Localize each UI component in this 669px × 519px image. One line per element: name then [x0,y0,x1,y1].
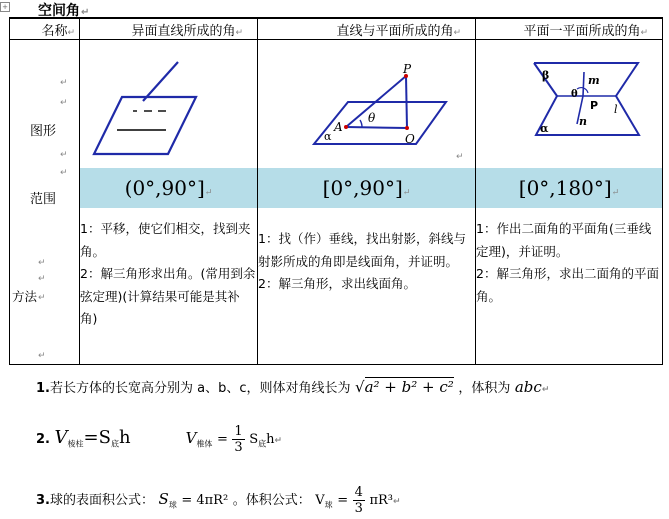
header-plane-plane: 平面一平面所成的角↵ [476,18,663,40]
header-line-plane: 直线与平面所成的角↵ [258,18,476,40]
formula-2: 2. $V_{棱柱}=S_底h$ $V_{椎体}$ = $\frac{1}{3}$ $S_底h↵$ [36,424,283,455]
figure-skew-lines [80,40,258,169]
label-P: P [403,62,412,76]
formula-3: 3.球的表面积公式： $S_球 = 4\pi R^2$ 。体积公式： $V_球$ = $\frac{4}{3}$ πR³↵ [36,485,401,516]
range-plane-plane: [0°,180°]↵ [476,168,663,208]
label-beta: β [542,69,550,82]
method-skew-lines: 1：平移，使它们相交，找到夹角。 2：解三角形求出角。(常用到余弦定理)(计算结果可能是其补角) [80,208,258,365]
method-plane-plane: 1：作出二面角的平面角(三垂线定理)，并证明。 2：解三角形，求出二面角的平面角。 [476,208,663,365]
range-skew-lines: (0°,90°]↵ [80,168,258,208]
table-move-handle-icon[interactable]: + [0,2,10,12]
header-name: 名称↵ [10,18,80,40]
label-theta: θ [368,111,376,125]
label-A: A [334,120,343,134]
range-label-cell: 范围 ↵ [10,168,80,208]
dihedral-figure [476,40,663,168]
range-line-plane: [0°,90°]↵ [258,168,476,208]
space-angle-table [9,17,663,365]
method-line-plane: 1：找（作）垂线，找出射影，斜线与射影所成的角即是线面角，并证明。 2：解三角形，求出线面角。 [258,208,476,365]
label-theta2: θ [571,89,578,100]
label-P2: P [590,99,599,112]
label-alpha: α [324,130,332,143]
arrow-mark-icon: ↵ [81,7,90,18]
label-n: n [579,115,587,128]
figure-label-cell: ↵ ↵ 图形 ↵ [10,40,80,169]
range-row [10,168,663,208]
header-row [10,18,663,40]
figure-line-plane: P A O θ α ↵ [258,40,476,169]
method-label-cell: ↵ ↵ 方法 ↵ [10,208,80,365]
line-plane-figure [258,40,476,168]
figure-row [10,40,663,169]
figure-label: 图形 [30,124,57,139]
label-m: m [588,74,600,87]
title-text: 空间角 [38,3,80,19]
label-O: O [405,132,415,146]
label-l: l [614,103,618,116]
figure-plane-plane [476,40,663,169]
formula-1: 1.若长方体的长宽高分别为 a、b、c，则体对角线长为 √a² + b² + c² ，体积为 abc↵ [36,378,550,396]
label-alpha2: α [540,122,549,135]
header-skew-lines: 异面直线所成的角↵ [80,18,258,40]
method-row [10,208,663,365]
skew-lines-figure [80,40,258,168]
